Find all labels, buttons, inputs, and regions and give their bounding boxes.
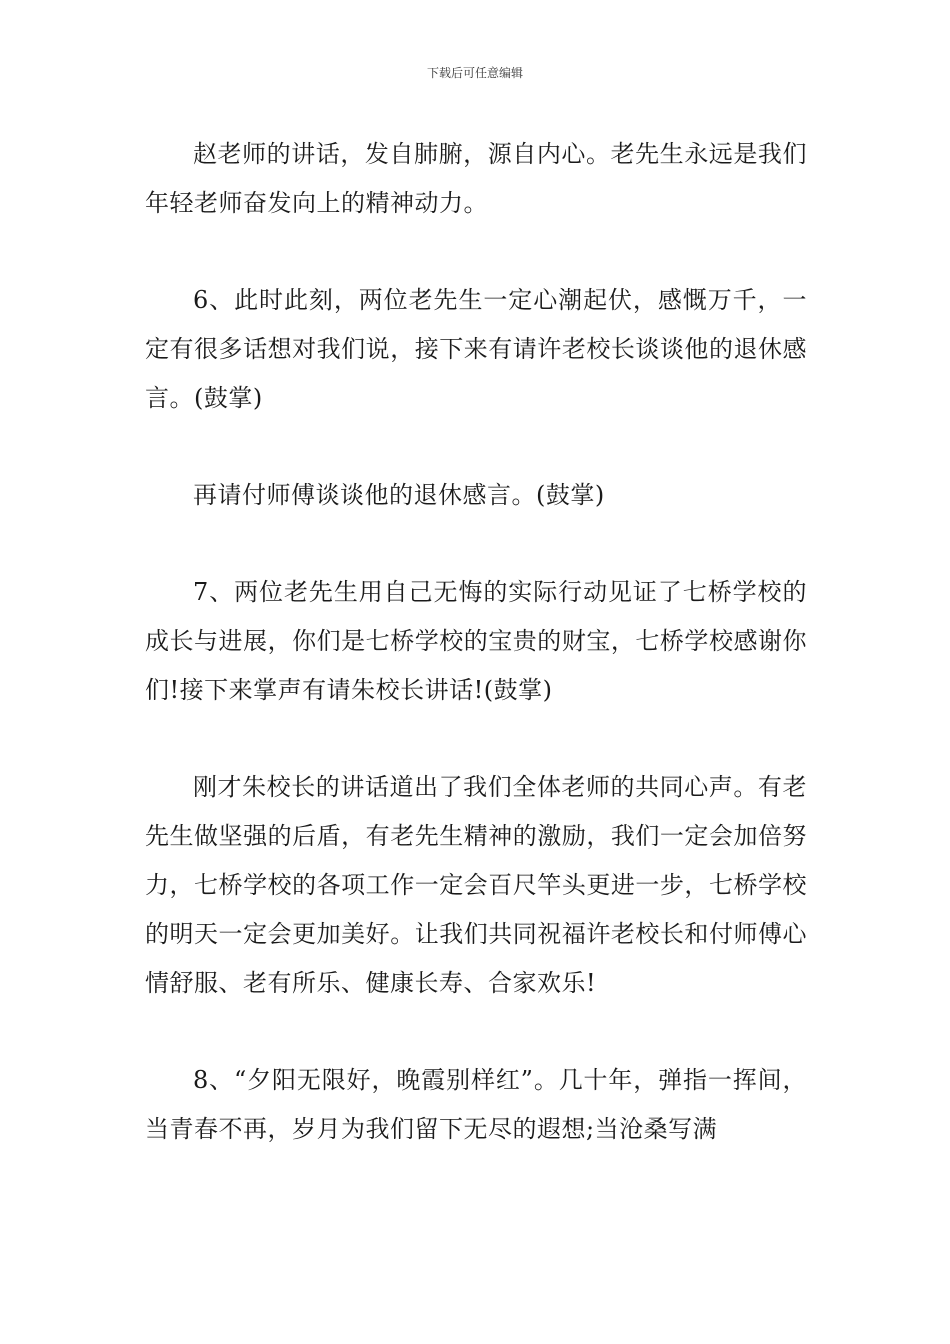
paragraph: 8、“夕阳无限好，晚霞别样红”。几十年，弹指一挥间，当青春不再，岁月为我们留下无尽的遐想;当沧桑写满 bbox=[145, 1066, 807, 1143]
paragraph-gap bbox=[145, 715, 807, 763]
page-header: 下载后可任意编辑 bbox=[426, 66, 523, 80]
paragraph: 赵老师的讲话，发自肺腑，源自内心。老先生永远是我们年轻老师奋发向上的精神动力。 bbox=[145, 140, 807, 217]
paragraph: 6、此时此刻，两位老先生一定心潮起伏，感慨万千，一定有很多话想对我们说，接下来有请许老校长谈谈他的退休感言。(鼓掌) bbox=[145, 286, 807, 412]
paragraph-gap bbox=[145, 1008, 807, 1056]
paragraph: 刚才朱校长的讲话道出了我们全体老师的共同心声。有老先生做坚强的后盾，有老先生精神的激励，我们一定会加倍努力，七桥学校的各项工作一定会百尺竿头更进一步，七桥学校的明天一定会更加美好。让我们共同祝福许老校长和付师傅心情舒服、老有所乐、健康长寿、合家欢乐! bbox=[145, 773, 807, 997]
paragraph-gap bbox=[145, 520, 807, 568]
paragraph-gap bbox=[145, 423, 807, 471]
paragraph-gap bbox=[145, 228, 807, 276]
document-body bbox=[145, 130, 807, 1154]
paragraph: 7、两位老先生用自己无悔的实际行动见证了七桥学校的成长与进展，你们是七桥学校的宝贵的财宝，七桥学校感谢你们!接下来掌声有请朱校长讲话!(鼓掌) bbox=[145, 578, 807, 704]
paragraph: 再请付师傅谈谈他的退休感言。(鼓掌) bbox=[193, 481, 605, 509]
